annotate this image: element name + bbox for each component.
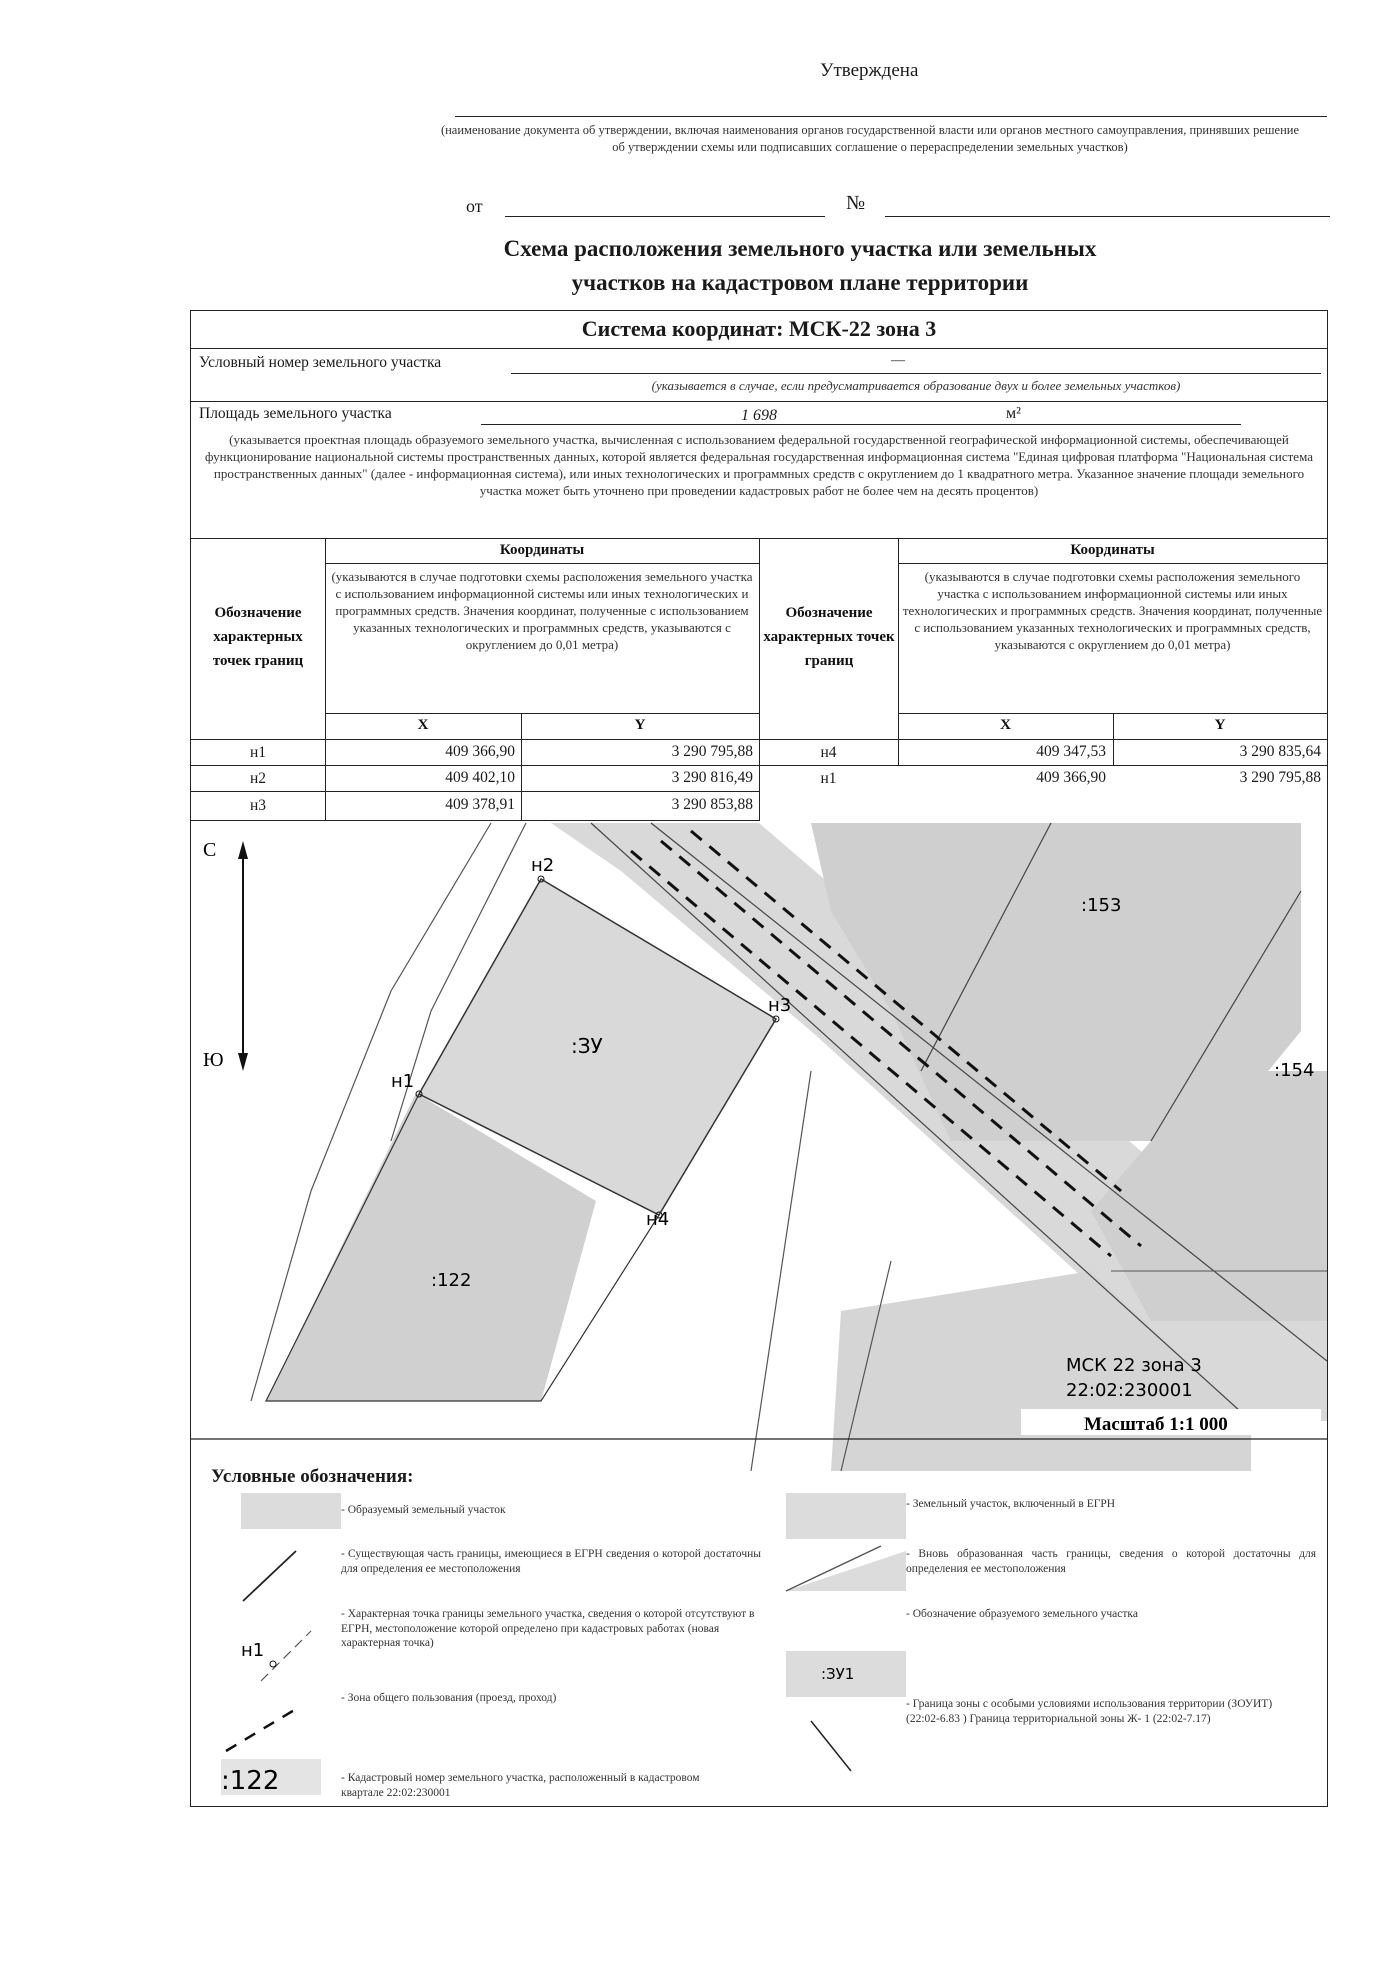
legend-item: - Земельный участок, включенный в ЕГРН [906, 1498, 1116, 1510]
cadastral-map [191, 311, 1327, 1806]
zouit-line [751, 1071, 811, 1471]
point-label-n3: н3 [768, 995, 792, 1016]
north-arrow-head [238, 841, 248, 859]
area-value: 1 698 [741, 407, 777, 424]
legend-new-boundary-icon [786, 1551, 906, 1591]
legend-point-icon [261, 1631, 311, 1681]
area-unit: м² [1006, 405, 1021, 422]
coords-header-left: Координаты [499, 542, 585, 558]
point-header-right: Обозначение характерных точек границ [763, 605, 895, 669]
legend-item: - Зона общего пользования (проезд, проход) [341, 1692, 557, 1704]
coords-note-left: (указываются в случае подготовки схемы расположения земельного участка с использованием информационной системы или иных технологических и программных средств. Значения координат, полученные с использованием указанных технологических и программных средств, указываются с округлением до 0,01 метра) [331, 569, 753, 652]
point-header-left: Обозначение характерных точек границ [212, 605, 304, 669]
scale-label: Масштаб 1:1 000 [1084, 1414, 1228, 1435]
page-title [300, 232, 1300, 300]
parcel-number-label: Условный номер земельного участка [199, 354, 442, 371]
x-header-left: X [417, 717, 429, 733]
y-header-left: Y [634, 717, 646, 733]
legend-parcel-sample: :ЗУ1 [821, 1665, 855, 1683]
approver-line [455, 116, 1327, 117]
north-label: С [203, 839, 217, 861]
neighbor-label-154: :154 [1274, 1060, 1315, 1081]
map-system-label: МСК 22 зона 3 [1066, 1355, 1202, 1376]
legend-point-sample: н1 [241, 1640, 265, 1661]
legend-point-marker [270, 1661, 276, 1667]
legend-existing-boundary-icon [243, 1551, 296, 1601]
parcel-number-note: (указывается в случае, если предусматривается образование двух и более земельных участков) [651, 378, 1181, 393]
point-label-n1: н1 [391, 1071, 415, 1092]
map-quarter-label: 22:02:230001 [1066, 1380, 1193, 1401]
title-line-2: участков на кадастровом плане территории [571, 270, 1029, 295]
legend-item: - Характерная точка границы земельного участка, сведения о которой отсутствуют в ЕГРН, местоположение которой определено при кадастровых работах (новая характерная точка) [341, 1608, 755, 1649]
approver-caption: (наименование документа об утверждении, включая наименования органов государственной власти или органов местного самоуправления, принявших решение об утверждении схемы или подписавших соглашение о перераспределении земельных участков) [440, 123, 1300, 154]
legend-swatch-new-parcel [241, 1493, 341, 1529]
coords-note-right: (указываются в случае подготовки схемы расположения земельного участка с использованием информационной системы или иных технологических и программных средств. Значения координат, полученные с использованием указанных технологических и программных средств, указываются с округлением до 0,01 метра) [902, 569, 1323, 652]
legend-road-icon [226, 1706, 301, 1751]
title-line-1: Схема расположения земельного участка или земельных [503, 236, 1097, 261]
coords-header-right: Координаты [1070, 542, 1155, 558]
y-header-right: Y [1214, 717, 1226, 733]
area-label: Площадь земельного участка [199, 405, 392, 422]
coord-system: Система координат: МСК-22 зона 3 [581, 316, 937, 341]
legend-item: - Вновь образованная часть границы, сведения о которой достаточны для определения ее местоположения [906, 1548, 1316, 1575]
legend-item: - Существующая часть границы, имеющиеся в ЕГРН сведения о которой достаточны для определения ее местоположения [341, 1548, 761, 1575]
number-label: № [846, 192, 866, 214]
number-line [885, 216, 1330, 217]
legend-cadastral-sample: :122 [221, 1766, 280, 1796]
legend-item: - Обозначение образуемого земельного участка [906, 1608, 1138, 1620]
legend-item: - Граница зоны с особыми условиями использования территории (ЗОУИТ) (22:02-6.83 ) Граница территориальной зоны Ж- 1 (22:02-7.17) [906, 1698, 1273, 1725]
point-label-n4: н4 [646, 1209, 670, 1230]
parcel-label: :ЗУ [571, 1034, 603, 1058]
point-label-n2: н2 [531, 855, 555, 876]
neighbor-label-153: :153 [1081, 895, 1122, 916]
date-line [505, 216, 825, 217]
neighbor-label-122: :122 [431, 1270, 472, 1291]
x-header-right: X [1000, 717, 1011, 733]
approved-label: Утверждена [820, 60, 919, 81]
legend-title: Условные обозначения: [211, 1466, 414, 1487]
from-label: от [466, 196, 483, 216]
legend-swatch-egrn-parcel [786, 1493, 906, 1539]
south-arrow-head [238, 1053, 248, 1071]
legend-item: - Кадастровый номер земельного участка, расположенный в кадастровом квартале 22:02:230001 [341, 1772, 700, 1799]
south-label: Ю [203, 1049, 224, 1071]
scheme-frame: Система координат: МСК-22 зона 3 Условный номер земельного участка — (указывается в случае, если предусматривается образование двух и более земельных участков) Площадь земельного участка 1 698 м² (указывается проектная площадь образуемого земельного участка, вычисленная с использованием федеральной государственной географической информационной системы, обеспечивающей функционирование национальной системы пространственных данных, которой является федеральная государственная информационная система "Единая цифровая платформа "Национальная система пространственных данных" (далее - информационная система), или иных технологических и программных средств с округлением до 1 квадратного метра. Указанное значение площади земельного участка может быть уточнено при проведении кадастровых работ не более чем на десять процентов) Обозначение характерных точек границ Координаты (указываются в случае подготовки схемы расположения земельного участка с использованием информационной системы или иных технологических и программных средств. Значения координат, полученные с использованием указанных технологических и программных средств, указываются с округлением до 0,01 метра) X Y Обозначение характерных точек границ Координаты (указываются в случае подготовки схемы расположения земельного участка с использованием информационной системы или иных технологических и программных средств. Значения координат, полученные с использованием указанных технологических и программных средств, указываются с округлением до 0,01 метра) X Y н1 409 366,90 3 290 795,88 н2 409 402,10 3 290 816,49 н3 409 378,91 3 290 853,88 н4 409 347,53 3 290 835,64 н1 409 366,90 3 290 795,88 С Ю н1 н2 н3 н4 :ЗУ :122 :153 :154 МСК 22 зона 3 22:02:230001 Масштаб 1:1 000 н1 :ЗУ1 :122 Условные обозначения: - Образуемый земельный участок - Земельный участок, включенный в ЕГРН - Существующая часть границы, имеющиеся в ЕГРН сведения о которой достаточны для определения ее местоположения - Вновь образованная часть границы, сведения о которой достаточны для определения ее местоположения - Характерная точка границы земельного участка, сведения о которой отсутствуют в ЕГРН, местоположение которой определено при кадастровых работах (новая характерная точка) - Обозначение образуемого земельного участка - Зона общего пользования (проезд, проход) - Граница зоны с особыми условиями использования территории (ЗОУИТ) (22:02-6.83 ) Граница территориальной зоны Ж- 1 (22:02-7.17) - Кадастровый номер земельного участка, расположенный в кадастровом квартале 22:02:230001 [190, 310, 1328, 1807]
legend-item: - Образуемый земельный участок [341, 1504, 506, 1516]
parcel-number-value: — [891, 353, 905, 368]
area-note: (указывается проектная площадь образуемого земельного участка, вычисленная с использованием федеральной государственной географической информационной системы, обеспечивающей функционирование национальной системы пространственных данных, которой является федеральная государственная информационная система "Единая цифровая платформа "Национальная система пространственных данных" (далее - информационная система), или иных технологических и программных средств с округлением до 1 квадратного метра. Указанное значение площади земельного участка может быть уточнено при проведении кадастровых работ не более чем на десять процентов) [205, 432, 1313, 498]
legend-zouit-icon [811, 1721, 851, 1771]
